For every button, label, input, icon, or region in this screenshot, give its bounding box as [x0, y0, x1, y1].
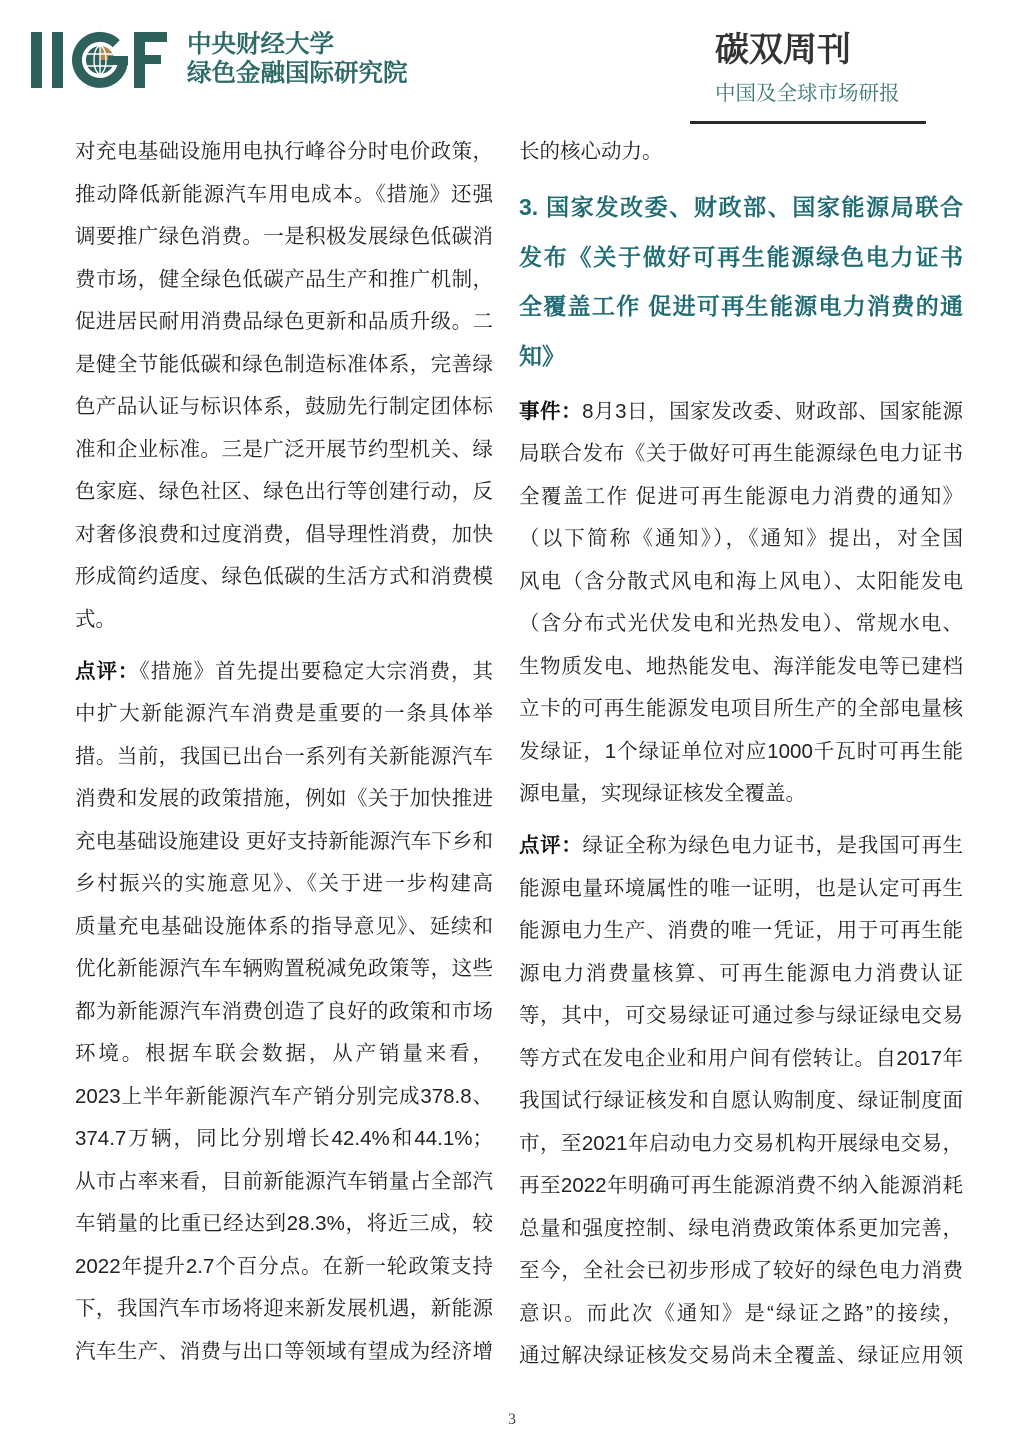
text-line — [519, 603, 963, 646]
text-line — [75, 556, 493, 599]
text-line — [519, 561, 963, 604]
line-text: 充电基础设施建设 更好支持新能源汽车下乡和 — [75, 829, 493, 853]
line-text: 环境。根据车联会数据，从产销量来看， — [75, 1042, 493, 1065]
text-line — [75, 693, 493, 736]
text-line — [75, 821, 493, 864]
text-line — [519, 995, 963, 1038]
line-text: 等方式在发电企业和用户间有偿转让。自2017年 — [519, 1046, 963, 1070]
text-line — [519, 1293, 963, 1336]
paragraph — [519, 131, 963, 174]
paragraph-label: 点评： — [75, 659, 140, 683]
line-text: 源电量，实现绿证核发全覆盖。 — [519, 782, 806, 805]
logo-letter-f — [134, 32, 167, 88]
text-line — [75, 906, 493, 949]
line-text: 色家庭、绿色社区、绿色出行等创建行动，反 — [75, 480, 493, 503]
institution-line-university: 中央财经大学 — [187, 31, 334, 58]
line-text: 汽车生产、消费与出口等领域有望成为经济增 — [75, 1339, 493, 1363]
text-line — [75, 259, 493, 302]
text-line — [519, 825, 963, 868]
line-text: 费市场，健全绿色低碳产品生产和推广机制， — [75, 267, 493, 291]
line-text: 总量和强度控制、绿电消费政策体系更加完善， — [519, 1216, 963, 1240]
text-line — [75, 216, 493, 259]
text-line — [75, 174, 493, 217]
text-line — [519, 391, 963, 434]
line-text: 是健全节能低碳和绿色制造标准体系，完善绿 — [75, 352, 493, 376]
text-line — [519, 131, 963, 174]
text-line — [519, 433, 963, 476]
line-text: 式。 — [75, 607, 116, 631]
section-heading — [519, 183, 963, 381]
line-text: 2023上半年新能源汽车产销分别完成378.8、 — [75, 1084, 493, 1108]
line-text: 优化新能源汽车车辆购置税减免政策等，这些 — [75, 957, 493, 980]
line-text: 知》 — [519, 342, 565, 369]
line-text: 质量充电基础设施体系的指导意见》、延续和 — [75, 914, 493, 938]
line-text: 长的核心动力。 — [519, 140, 663, 163]
line-text: 形成简约适度、绿色低碳的生活方式和消费模 — [75, 565, 493, 588]
text-line — [519, 1208, 963, 1251]
text-line — [75, 991, 493, 1034]
paragraph-label: 点评： — [519, 834, 583, 857]
text-line — [519, 910, 963, 953]
text-line — [519, 476, 963, 519]
institution-line-institute: 绿色金融国际研究院 — [187, 60, 408, 87]
text-line — [75, 1288, 493, 1331]
line-text: 对充电基础设施用电执行峰谷分时电价政策， — [75, 140, 493, 163]
line-text: 2022年提升2.7个百分点。在新一轮政策支持 — [75, 1254, 493, 1278]
text-line — [519, 731, 963, 774]
publication-title: 碳双周刊 — [715, 31, 851, 69]
text-line — [75, 131, 493, 174]
line-text: 中扩大新能源汽车消费是重要的一条具体举 — [75, 702, 493, 725]
text-line — [75, 1033, 493, 1076]
text-line — [519, 1165, 963, 1208]
line-text: 色产品认证与标识体系，鼓励先行制定团体标 — [75, 395, 493, 418]
line-text: 意识。而此次《通知》是“绿证之路”的接续， — [519, 1301, 963, 1325]
line-text: 能源电力生产、消费的唯一凭证，用于可再生能 — [519, 919, 963, 942]
line-text: 3. 国家发改委、财政部、国家能源局联合 — [519, 194, 963, 220]
paragraph — [75, 131, 493, 641]
line-text: （含分布式光伏发电和光热发电）、常规水电、 — [519, 612, 963, 635]
text-line — [519, 1038, 963, 1081]
text-line — [75, 736, 493, 779]
text-line — [75, 514, 493, 557]
line-text: 推动降低新能源汽车用电成本。《措施》还强 — [75, 182, 493, 206]
page-number: 3 — [508, 1411, 516, 1428]
text-line — [519, 1080, 963, 1123]
right-column — [519, 131, 963, 1387]
institution-name — [187, 30, 408, 88]
text-line — [519, 1123, 963, 1166]
line-text: 374.7万辆，同比分别增长42.4%和44.1%； — [75, 1127, 493, 1150]
publication-subtitle: 中国及全球市场研报 — [715, 82, 900, 105]
paragraph-label: 事件： — [519, 399, 583, 423]
text-line — [519, 953, 963, 996]
text-line — [75, 1161, 493, 1204]
logo-letter-g-globe — [77, 37, 128, 83]
iigf-globe-logo-icon — [28, 30, 170, 90]
line-text: 发绿证，1个绿证单位对应1000千瓦时可再生能 — [519, 739, 963, 763]
left-column — [75, 131, 493, 1383]
line-text: 促进居民耐用消费品绿色更新和品质升级。二 — [75, 310, 493, 333]
text-line — [75, 471, 493, 514]
text-line — [75, 599, 493, 642]
line-text: 绿证全称为绿色电力证书，是我国可再生 — [582, 834, 964, 857]
line-text: 全覆盖工作 促进可再生能源电力消费的通 — [519, 293, 963, 319]
heading-line — [519, 183, 963, 233]
line-text: 8月3日，国家发改委、财政部、国家能源 — [582, 399, 963, 423]
line-text: 能源电量环境属性的唯一证明，也是认定可再生 — [519, 876, 963, 900]
line-text: （以下简称《通知》），《通知》提出，对全国 — [519, 527, 963, 550]
line-text: 再至2022年明确可再生能源消费不纳入能源消耗 — [519, 1174, 963, 1197]
text-line — [75, 429, 493, 472]
line-text: 发布《关于做好可再生能源绿色电力证书 — [519, 243, 963, 270]
text-line — [75, 948, 493, 991]
line-text: 至今，全社会已初步形成了较好的绿色电力消费 — [519, 1259, 963, 1282]
logo-letter-i-first — [31, 32, 42, 88]
text-line — [75, 301, 493, 344]
line-text: 都为新能源汽车消费创造了良好的政策和市场 — [75, 999, 493, 1023]
line-text: 生物质发电、地热能发电、海洋能发电等已建档 — [519, 654, 963, 678]
line-text: 局联合发布《关于做好可再生能源绿色电力证书 — [519, 442, 963, 465]
text-line — [519, 1250, 963, 1293]
text-line — [519, 773, 963, 816]
text-line — [519, 1335, 963, 1378]
paragraph — [75, 651, 493, 1374]
text-line — [75, 863, 493, 906]
line-text: 源电力消费量核算、可再生能源电力消费认证 — [519, 961, 963, 985]
text-line — [75, 1246, 493, 1289]
text-line — [75, 778, 493, 821]
line-text: 消费和发展的政策措施，例如《关于加快推进 — [75, 787, 493, 810]
text-line — [519, 868, 963, 911]
line-text: 措。当前，我国已出台一系列有关新能源汽车 — [75, 744, 493, 768]
line-text: 调要推广绿色消费。一是积极发展绿色低碳消 — [75, 225, 493, 248]
text-line — [75, 1118, 493, 1161]
line-text: 立卡的可再生能源发电项目所生产的全部电量核 — [519, 697, 963, 720]
line-text: 等，其中，可交易绿证可通过参与绿证绿电交易 — [519, 1004, 963, 1027]
heading-line — [519, 233, 963, 283]
text-line — [519, 518, 963, 561]
line-text: 通过解决绿证核发交易尚未全覆盖、绿证应用领 — [519, 1344, 963, 1367]
line-text: 对奢侈浪费和过度消费，倡导理性消费，加快 — [75, 522, 493, 546]
text-line — [75, 1203, 493, 1246]
line-text: 准和企业标准。三是广泛开展节约型机关、绿 — [75, 437, 493, 461]
line-text: 下，我国汽车市场将迎来新发展机遇，新能源 — [75, 1297, 493, 1320]
text-line — [75, 651, 493, 694]
line-text: 市，至2021年启动电力交易机构开展绿电交易， — [519, 1131, 963, 1155]
text-line — [75, 1076, 493, 1119]
line-text: 车销量的比重已经达到28.3%，将近三成，较 — [75, 1212, 493, 1235]
line-text: 《措施》首先提出要稳定大宗消费，其 — [139, 659, 494, 683]
text-line — [519, 688, 963, 731]
text-line — [75, 344, 493, 387]
paragraph — [519, 391, 963, 816]
heading-line — [519, 332, 963, 382]
line-text: 全覆盖工作 促进可再生能源电力消费的通知》 — [519, 484, 963, 508]
line-text: 从市占率来看，目前新能源汽车销量占全部汽 — [75, 1169, 493, 1193]
line-text: 我国试行绿证核发和自愿认购制度、绿证制度面 — [519, 1089, 963, 1112]
paragraph — [519, 825, 963, 1378]
header-rule — [690, 121, 926, 124]
logo-letter-i-second — [52, 32, 63, 88]
text-line — [75, 386, 493, 429]
heading-line — [519, 282, 963, 332]
text-line — [75, 1331, 493, 1374]
line-text: 风电（含分散式风电和海上风电）、太阳能发电 — [519, 569, 963, 593]
text-line — [519, 646, 963, 689]
line-text: 乡村振兴的实施意见》、《关于进一步构建高 — [75, 872, 493, 895]
